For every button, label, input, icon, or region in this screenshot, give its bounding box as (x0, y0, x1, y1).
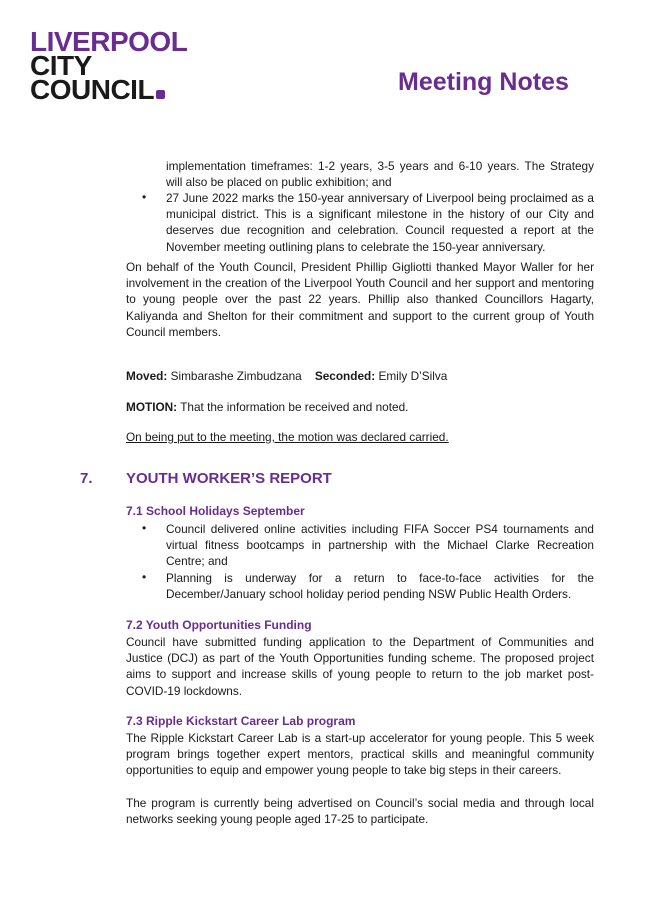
youth-council-paragraph: On behalf of the Youth Council, President Phillip Gigliotti thanked Mayor Waller for her involvement in the creation of the Liverpool Youth Council and her support and mentoring to young people over the past 22 years. Phillip also thanked Councillors Hagarty, Kaliyanda and Shelton for their commitment and support to the current group of Youth Council members. (126, 260, 594, 339)
s73-text-1: The Ripple Kickstart Career Lab is a start-up accelerator for young people. This 5 week program brings together expert mentors, practical skills and meaningful community opportunities to equip and empower young people to take big steps in their careers. (126, 731, 594, 778)
logo-line-3-text: COUNCIL (30, 74, 155, 105)
moved-name: Simbarashe Zimbudzana (170, 369, 302, 383)
s71-bullet-1: Council delivered online activities including FIFA Soccer PS4 tournaments and virtual fitness bootcamps in partnership with the Michael Clarke Recreation Centre; and (166, 522, 594, 569)
bullet-icon: • (142, 190, 147, 204)
seconded-label: Seconded: (314, 369, 376, 383)
bullet-icon: • (142, 521, 147, 535)
motion-carried-text: On being put to the meeting, the motion was declared carried. (126, 430, 449, 444)
logo-line-2: CITY (30, 50, 92, 81)
seconded-name: Emily D’Silva (378, 369, 448, 383)
logo-square-icon (156, 90, 165, 99)
motion-line (126, 399, 594, 415)
motion-text: That the information be received and noted. (180, 400, 409, 414)
liverpool-city-council-logo (30, 26, 188, 105)
subsection-7-2-heading: 7.2 Youth Opportunities Funding (126, 618, 312, 632)
s73-text-2: The program is currently being advertised on Council’s social media and through local networks seeking young people aged 17-25 to participate. (126, 796, 594, 827)
bullet-icon: • (142, 570, 147, 584)
continuation-text: implementation timeframes: 1-2 years, 3-5 years and 6-10 years. The Strategy will also be placed on public exhibition; and (166, 159, 594, 190)
s72-text: Council have submitted funding application to the Department of Communities and Justice (DCJ) as part of the Youth Opportunities funding scheme. The proposed project aims to support and increase skills of young people to return to the job market post-COVID-19 lockdowns. (126, 635, 594, 698)
subsection-7-1-heading: 7.1 School Holidays September (126, 504, 305, 518)
moved-seconded-line (126, 368, 594, 384)
subsection-7-3-heading: 7.3 Ripple Kickstart Career Lab program (126, 714, 356, 728)
s71-bullet-2: Planning is underway for a return to face-to-face activities for the December/January school holiday period pending NSW Public Health Orders. (166, 571, 594, 602)
motion-label: MOTION: (126, 400, 178, 414)
section-title: YOUTH WORKER’S REPORT (126, 470, 332, 487)
moved-label: Moved: (126, 369, 168, 383)
logo-line-1: LIVERPOOL (30, 26, 188, 57)
document-title: Meeting Notes (398, 68, 569, 96)
anniversary-bullet-text: 27 June 2022 marks the 150-year anniversary of Liverpool being proclaimed as a municipal district. This is a significant milestone in the history of our City and deserves due recognition and celebration. Council requested a report at the November meeting outlining plans to celebrate the 150-year anniversary. (166, 191, 594, 254)
section-number: 7. (80, 470, 93, 487)
logo-line-3 (30, 74, 187, 105)
